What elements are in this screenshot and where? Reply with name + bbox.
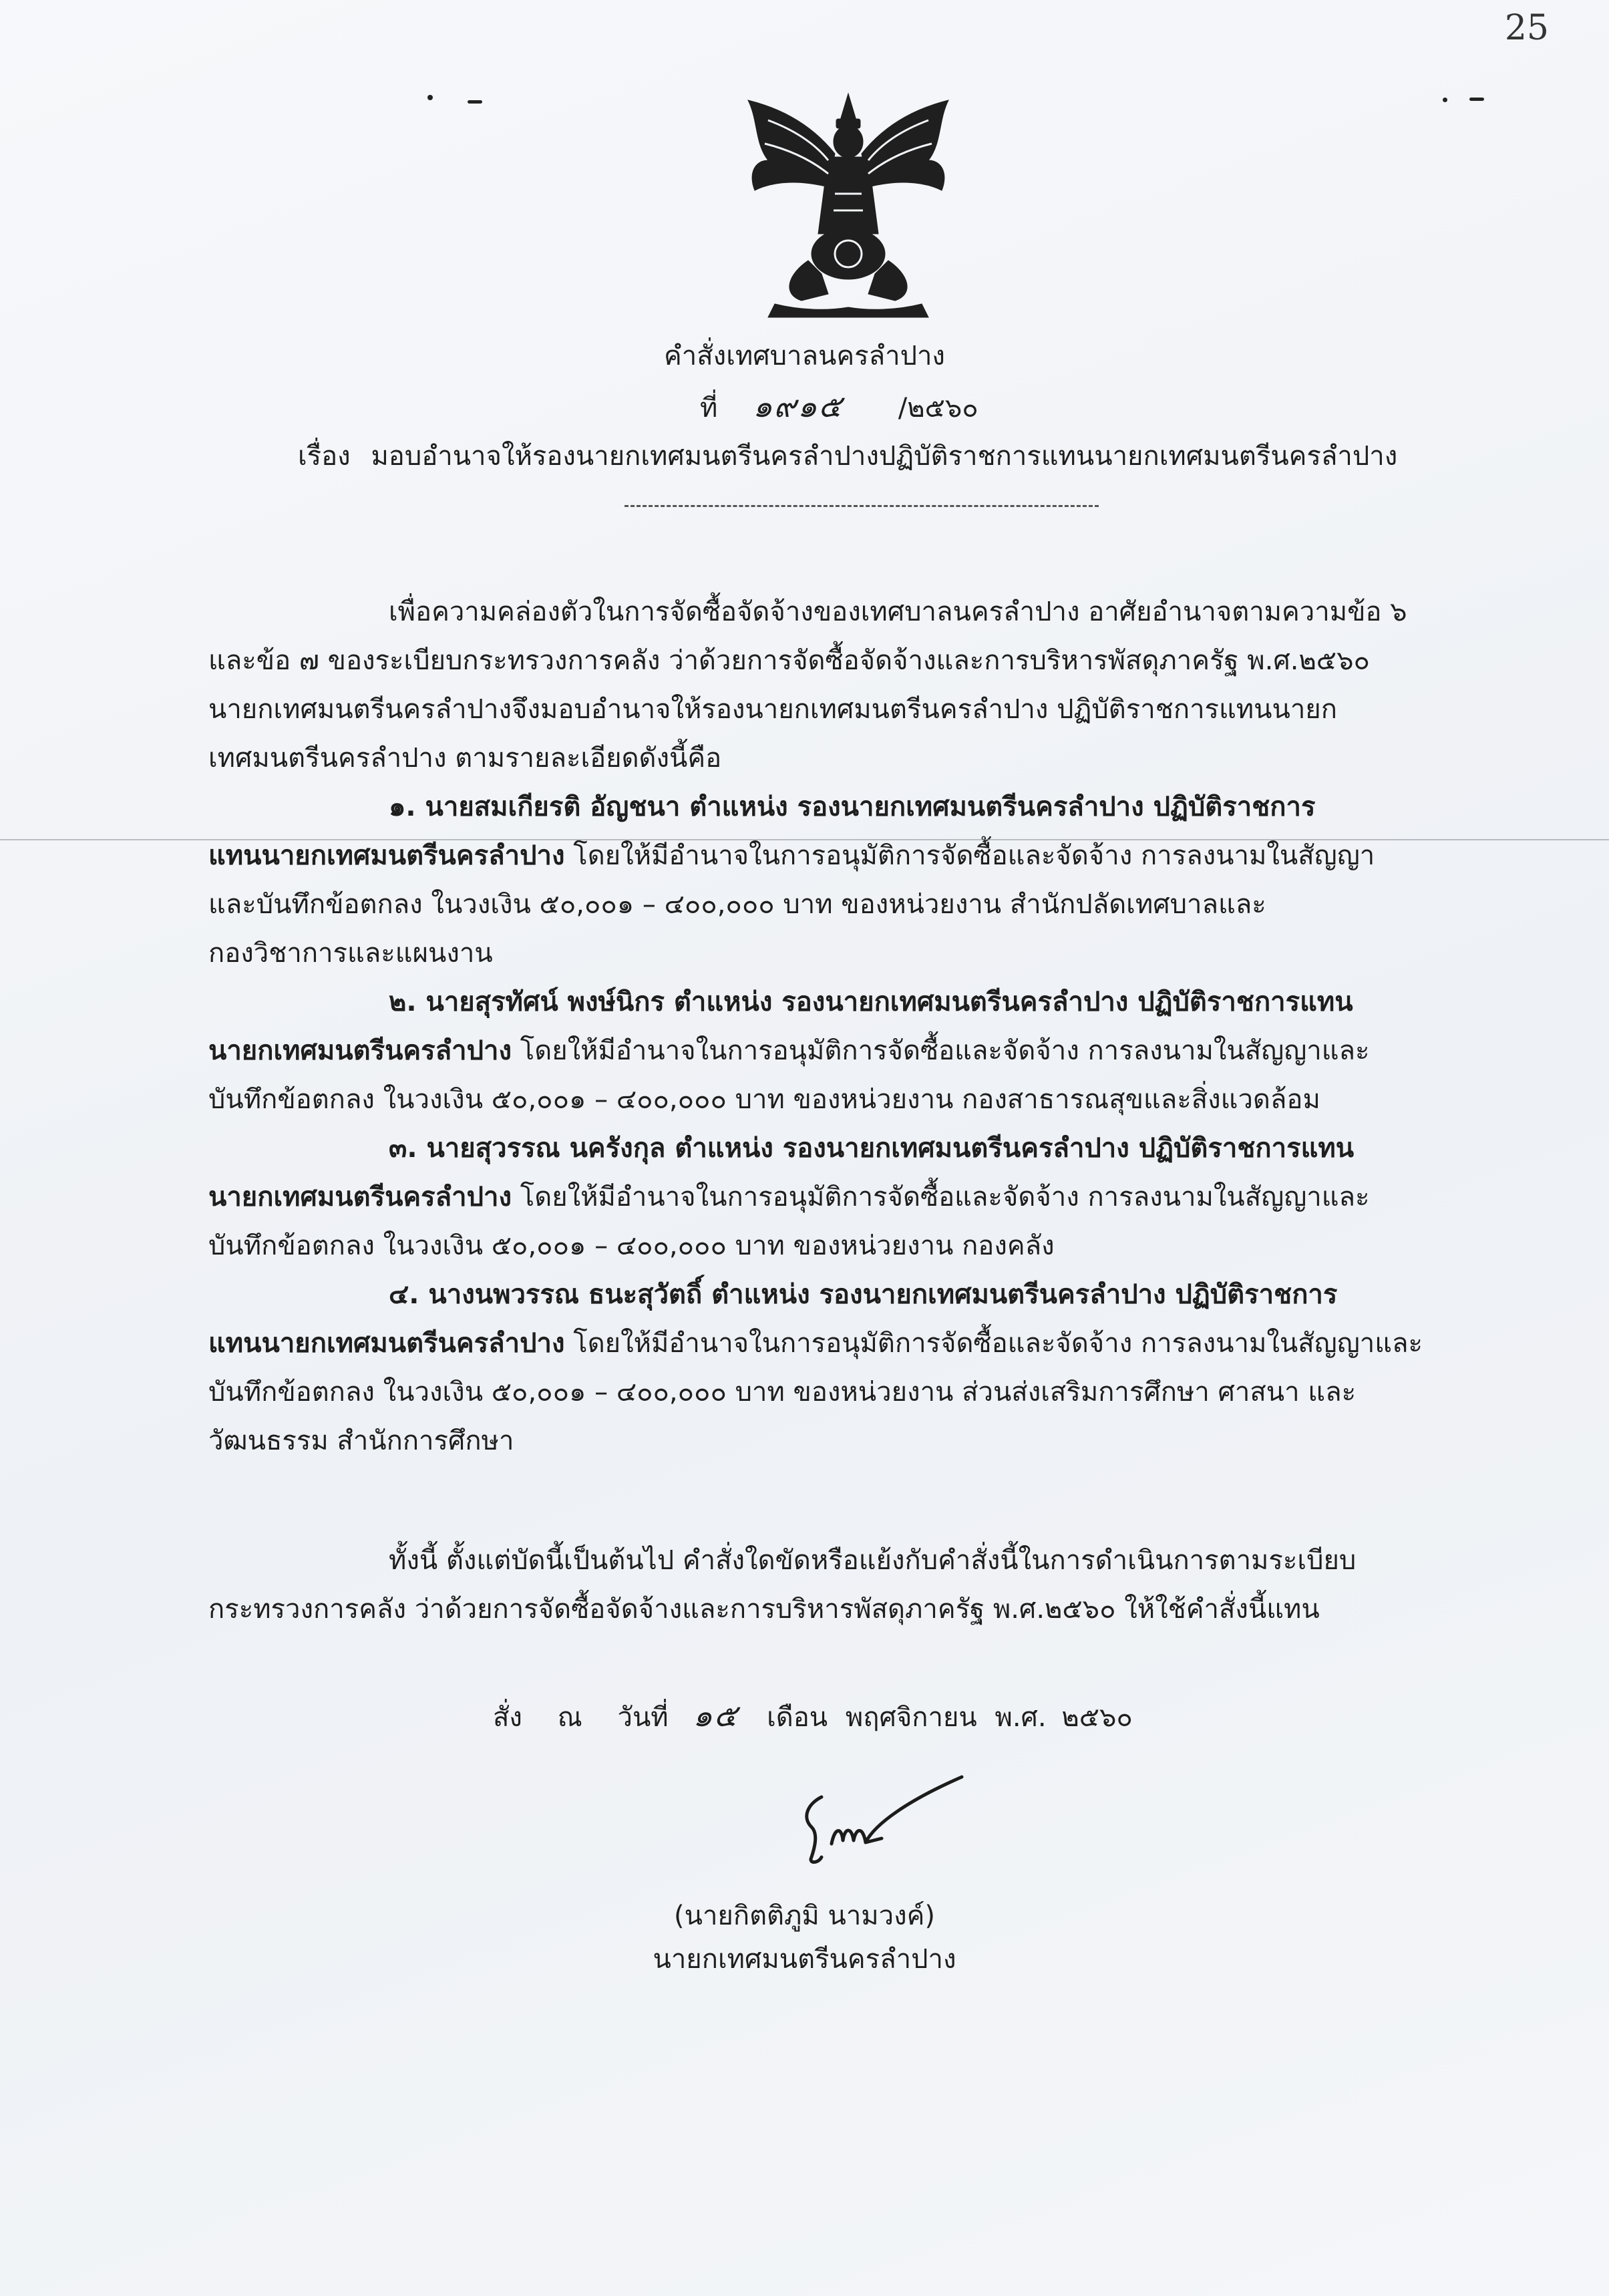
item-1-bold-text: แทนนายกเทศมนตรีนครลำปาง [208,840,565,871]
subject-text: มอบอำนาจให้รองนายกเทศมนตรีนครลำปางปฏิบัติราชการแทนนายกเทศมนตรีนครลำปาง [371,441,1398,472]
item-1-line: และบันทึกข้อตกลง ในวงเงิน ๕๐,๐๐๑ – ๔๐๐,๐๐๐ บาท ของหน่วยงาน สำนักปลัดเทศบาลและ [208,889,1266,920]
item-1-line: กองวิชาการและแผนงาน [208,938,493,969]
page-number: 25 [1504,8,1549,48]
year-label: พ.ศ. [995,1702,1047,1733]
day-label: วันที่ [617,1702,669,1733]
item-4-line [208,1319,1477,1368]
order-number-label: ที่ [700,393,718,424]
item-1-heading: ๑. นายสมเกียรติ อัญชนา ตำแหน่ง รองนายกเทศมนตรีนครลำปาง ปฏิบัติราชการ [389,792,1316,822]
item-2-text: โดยให้มีอำนาจในการอนุมัติการจัดซื้อและจัดจ้าง การลงนามในสัญญาและ [512,1035,1370,1066]
item-3-bold-text: นายกเทศมนตรีนครลำปาง [208,1182,512,1212]
order-number-line [700,387,978,427]
at-word: ณ [557,1702,582,1733]
signature-mark [781,1764,982,1884]
scan-speck [468,100,482,104]
scan-speck [1469,98,1484,101]
month-value: พฤศจิกายน [845,1702,977,1733]
item-4-line: วัฒนธรรม สำนักการศึกษา [208,1426,514,1456]
closing-paragraph [208,1536,1477,1634]
item-1-text: โดยให้มีอำนาจในการอนุมัติการจัดซื้อและจัดจ้าง การลงนามในสัญญา [564,840,1375,871]
item-4-text: โดยให้มีอำนาจในการอนุมัติการจัดซื้อและจัดจ้าง การลงนามในสัญญาและ [564,1328,1423,1359]
item-3-heading: ๓. นายสุวรรณ นครังกุล ตำแหน่ง รองนายกเทศมนตรีนครลำปาง ปฏิบัติราชการแทน [389,1133,1355,1164]
item-2-line: บันทึกข้อตกลง ในวงเงิน ๕๐,๐๐๑ – ๔๐๐,๐๐๐ บาท ของหน่วยงาน กองสาธารณสุขและสิ่งแวดล้อม [208,1084,1320,1115]
header-divider [624,505,1099,507]
order-number-value: ๑๙๑๕ [753,388,843,424]
year-value: ๒๕๖๐ [1061,1702,1133,1733]
item-3-line: บันทึกข้อตกลง ในวงเงิน ๕๐,๐๐๑ – ๔๐๐,๐๐๐ บาท ของหน่วยงาน กองคลัง [208,1231,1055,1261]
item-2-heading: ๒. นายสุรทัศน์ พงษ์นิกร ตำแหน่ง รองนายกเทศมนตรีนครลำปาง ปฏิบัติราชการแทน [389,987,1353,1017]
order-word: สั่ง [493,1702,522,1733]
item-2-bold-text: นายกเทศมนตรีนครลำปาง [208,1035,512,1066]
signer-name: (นายกิตติภูมิ นามวงค์) [674,1901,935,1931]
intro-line: เพื่อความคล่องตัวในการจัดซื้อจัดจ้างของเทศบาลนครลำปาง อาศัยอำนาจตามความข้อ ๖ [389,597,1407,627]
item-2-line [208,1027,1477,1076]
order-number-year: /๒๕๖๐ [898,393,978,424]
item-4-bold-text: แทนนายกเทศมนตรีนครลำปาง [208,1328,565,1359]
scan-speck [1443,98,1447,102]
date-line [493,1697,1133,1736]
subject-label: เรื่อง [298,441,351,472]
item-3-line [208,1173,1477,1222]
scan-speck [427,95,433,100]
signer-title: นายกเทศมนตรีนครลำปาง [653,1944,956,1975]
order-title: คำสั่งเทศบาลนครลำปาง [664,341,945,371]
scan-crease-line [0,839,1609,840]
garuda-emblem-icon [728,80,968,334]
item-4-line: บันทึกข้อตกลง ในวงเงิน ๕๐,๐๐๑ – ๔๐๐,๐๐๐ บาท ของหน่วยงาน ส่วนส่งเสริมการศึกษา ศาสนา และ [208,1377,1357,1408]
closing-line: กระทรวงการคลัง ว่าด้วยการจัดซื้อจัดจ้างและการบริหารพัสดุภาครัฐ พ.ศ.๒๕๖๐ ให้ใช้คำสั่งนี้แทน [208,1594,1320,1625]
order-body [208,588,1477,1466]
intro-line: เทศมนตรีนครลำปาง ตามรายละเอียดดังนี้คือ [208,743,722,774]
item-3-text: โดยให้มีอำนาจในการอนุมัติการจัดซื้อและจัดจ้าง การลงนามในสัญญาและ [512,1182,1370,1212]
closing-line: ทั้งนี้ ตั้งแต่บัดนี้เป็นต้นไป คำสั่งใดขัดหรือแย้งกับคำสั่งนี้ในการดำเนินการตามระเบียบ [389,1545,1357,1576]
day-value: ๑๕ [693,1697,739,1734]
month-label: เดือน [767,1702,828,1733]
subject-line [298,438,1397,475]
intro-line: นายกเทศมนตรีนครลำปางจึงมอบอำนาจให้รองนายกเทศมนตรีนครลำปาง ปฏิบัติราชการแทนนายก [208,694,1337,725]
item-4-heading: ๔. นางนพวรรณ ธนะสุวัตถิ์ ตำแหน่ง รองนายกเทศมนตรีนครลำปาง ปฏิบัติราชการ [389,1279,1338,1310]
intro-line: และข้อ ๗ ของระเบียบกระทรวงการคลัง ว่าด้วยการจัดซื้อจัดจ้างและการบริหารพัสดุภาครัฐ พ.ศ.๒๕๖๐ [208,645,1370,676]
